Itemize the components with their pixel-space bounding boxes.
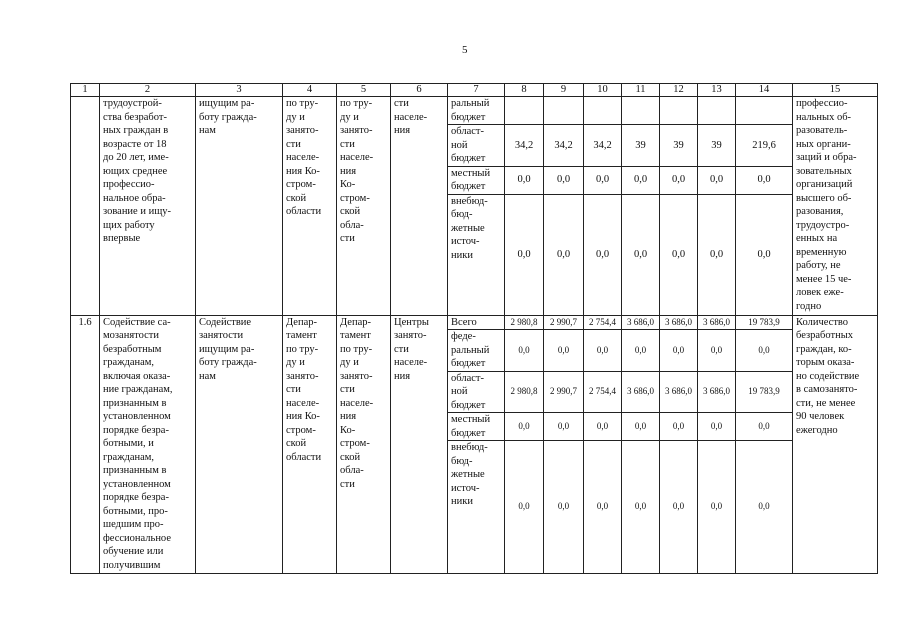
header-cell: 7 (448, 84, 505, 97)
amount-cell: 0,0 (660, 166, 698, 194)
amount-cell: 2 990,7 (544, 371, 584, 413)
header-cell: 1 (71, 84, 100, 97)
row-number-cell: 1.6 (71, 315, 100, 574)
amount-cell: 19 783,9 (736, 371, 793, 413)
amount-cell: 2 980,8 (505, 315, 544, 330)
header-cell: 13 (698, 84, 736, 97)
amount-cell: 34,2 (505, 125, 544, 167)
amount-cell: 0,0 (736, 413, 793, 441)
header-cell: 11 (622, 84, 660, 97)
amount-cell: 0,0 (698, 330, 736, 372)
row-number-cell (71, 97, 100, 316)
amount-cell: 0,0 (660, 441, 698, 574)
amount-cell: 39 (622, 125, 660, 167)
budget-source-cell: местный бюджет (448, 413, 505, 441)
amount-cell (698, 97, 736, 125)
header-cell: 4 (283, 84, 337, 97)
amount-cell: 0,0 (736, 441, 793, 574)
amount-cell: 0,0 (622, 441, 660, 574)
header-cell: 3 (196, 84, 283, 97)
budget-source-cell: местный бюджет (448, 166, 505, 194)
amount-cell: 2 754,4 (584, 315, 622, 330)
amount-cell: 0,0 (698, 194, 736, 315)
amount-cell: 0,0 (544, 194, 584, 315)
header-cell: 9 (544, 84, 584, 97)
amount-cell: 0,0 (622, 194, 660, 315)
amount-cell: 3 686,0 (698, 315, 736, 330)
amount-cell: 0,0 (622, 413, 660, 441)
budget-source-cell: внебюд- бюд- жетные источ- ники (448, 194, 505, 315)
amount-cell: 0,0 (698, 166, 736, 194)
amount-cell: 0,0 (660, 194, 698, 315)
amount-cell: 219,6 (736, 125, 793, 167)
amount-cell: 0,0 (660, 330, 698, 372)
amount-cell (736, 97, 793, 125)
amount-cell: 2 980,8 (505, 371, 544, 413)
amount-cell: 3 686,0 (660, 371, 698, 413)
amount-cell: 0,0 (505, 194, 544, 315)
executor-cell: по тру- ду и занято- сти населе- ния Ко- стром- ской области (283, 97, 337, 316)
amount-cell: 0,0 (736, 166, 793, 194)
header-cell: 12 (660, 84, 698, 97)
amount-cell: 0,0 (544, 166, 584, 194)
amount-cell: 0,0 (736, 194, 793, 315)
budget-source-cell: област- ной бюджет (448, 371, 505, 413)
amount-cell: 0,0 (698, 413, 736, 441)
measure-name-cell: Содействие са- мозанятости безработным гражданам, включая оказа- ние гражданам, признанным в установленном порядке безра- ботными, и гражданам, признанным в установленном порядке безра- ботными, про- шедшим про- фессиональное обучение или получившим (100, 315, 196, 574)
amount-cell (544, 97, 584, 125)
budget-source-cell: феде- ральный бюджет (448, 330, 505, 372)
amount-cell: 0,0 (622, 166, 660, 194)
participant-cell: сти населе- ния (391, 97, 448, 316)
amount-cell: 0,0 (736, 330, 793, 372)
amount-cell: 0,0 (584, 330, 622, 372)
amount-cell: 0,0 (584, 166, 622, 194)
amount-cell: 0,0 (622, 330, 660, 372)
executor-cell: Депар- тамент по тру- ду и занято- сти населе- ния Ко- стром- ской области (283, 315, 337, 574)
participant-cell: Центры занято- сти населе- ния (391, 315, 448, 574)
table-row (71, 315, 878, 330)
amount-cell: 0,0 (584, 441, 622, 574)
amount-cell: 19 783,9 (736, 315, 793, 330)
amount-cell: 0,0 (584, 194, 622, 315)
amount-cell: 0,0 (584, 413, 622, 441)
amount-cell: 0,0 (544, 330, 584, 372)
budget-source-cell: област- ной бюджет (448, 125, 505, 167)
budget-source-cell: Всего (448, 315, 505, 330)
header-cell: 2 (100, 84, 196, 97)
amount-cell: 0,0 (660, 413, 698, 441)
amount-cell (505, 97, 544, 125)
header-cell: 15 (793, 84, 878, 97)
table-row (71, 97, 878, 125)
amount-cell: 3 686,0 (698, 371, 736, 413)
indicator-cell: профессио- нальных об- разователь- ных органи- заций и обра- зовательных организаций высшего об- разования, трудоустро- енных на временную работу, не менее 15 че- ловек еже- годно (793, 97, 878, 316)
header-cell: 10 (584, 84, 622, 97)
measure-name-cell: трудоустрой- ства безработ- ных граждан в возрасте от 18 до 20 лет, име- ющих среднее профессио- нальное обра- зование и ищу- щих работу впервые (100, 97, 196, 316)
header-cell: 8 (505, 84, 544, 97)
amount-cell: 0,0 (544, 441, 584, 574)
amount-cell: 2 754,4 (584, 371, 622, 413)
amount-cell: 34,2 (584, 125, 622, 167)
header-row (71, 84, 878, 97)
amount-cell: 0,0 (698, 441, 736, 574)
amount-cell: 0,0 (505, 166, 544, 194)
program-cell: Содействие занятости ищущим ра- боту гражда- нам (196, 315, 283, 574)
amount-cell: 2 990,7 (544, 315, 584, 330)
amount-cell (660, 97, 698, 125)
amount-cell: 34,2 (544, 125, 584, 167)
budget-source-cell: ральный бюджет (448, 97, 505, 125)
amount-cell (584, 97, 622, 125)
amount-cell: 0,0 (505, 330, 544, 372)
program-table (70, 83, 878, 574)
budget-source-cell: внебюд- бюд- жетные источ- ники (448, 441, 505, 574)
amount-cell: 3 686,0 (622, 371, 660, 413)
amount-cell: 3 686,0 (622, 315, 660, 330)
amount-cell: 0,0 (505, 441, 544, 574)
header-cell: 14 (736, 84, 793, 97)
amount-cell: 0,0 (505, 413, 544, 441)
header-cell: 5 (337, 84, 391, 97)
indicator-cell: Количество безработных граждан, ко- торым оказа- но содействие в самозанято- сти, не менее 90 человек ежегодно (793, 315, 878, 574)
executor-cell: Депар- тамент по тру- ду и занято- сти населе- ния Ко- стром- ской обла- сти (337, 315, 391, 574)
amount-cell: 0,0 (544, 413, 584, 441)
amount-cell: 39 (660, 125, 698, 167)
amount-cell (622, 97, 660, 125)
amount-cell: 39 (698, 125, 736, 167)
page-number: 5 (462, 44, 468, 56)
amount-cell: 3 686,0 (660, 315, 698, 330)
header-cell: 6 (391, 84, 448, 97)
executor-cell: по тру- ду и занято- сти населе- ния Ко- стром- ской обла- сти (337, 97, 391, 316)
program-cell: ищущим ра- боту гражда- нам (196, 97, 283, 316)
